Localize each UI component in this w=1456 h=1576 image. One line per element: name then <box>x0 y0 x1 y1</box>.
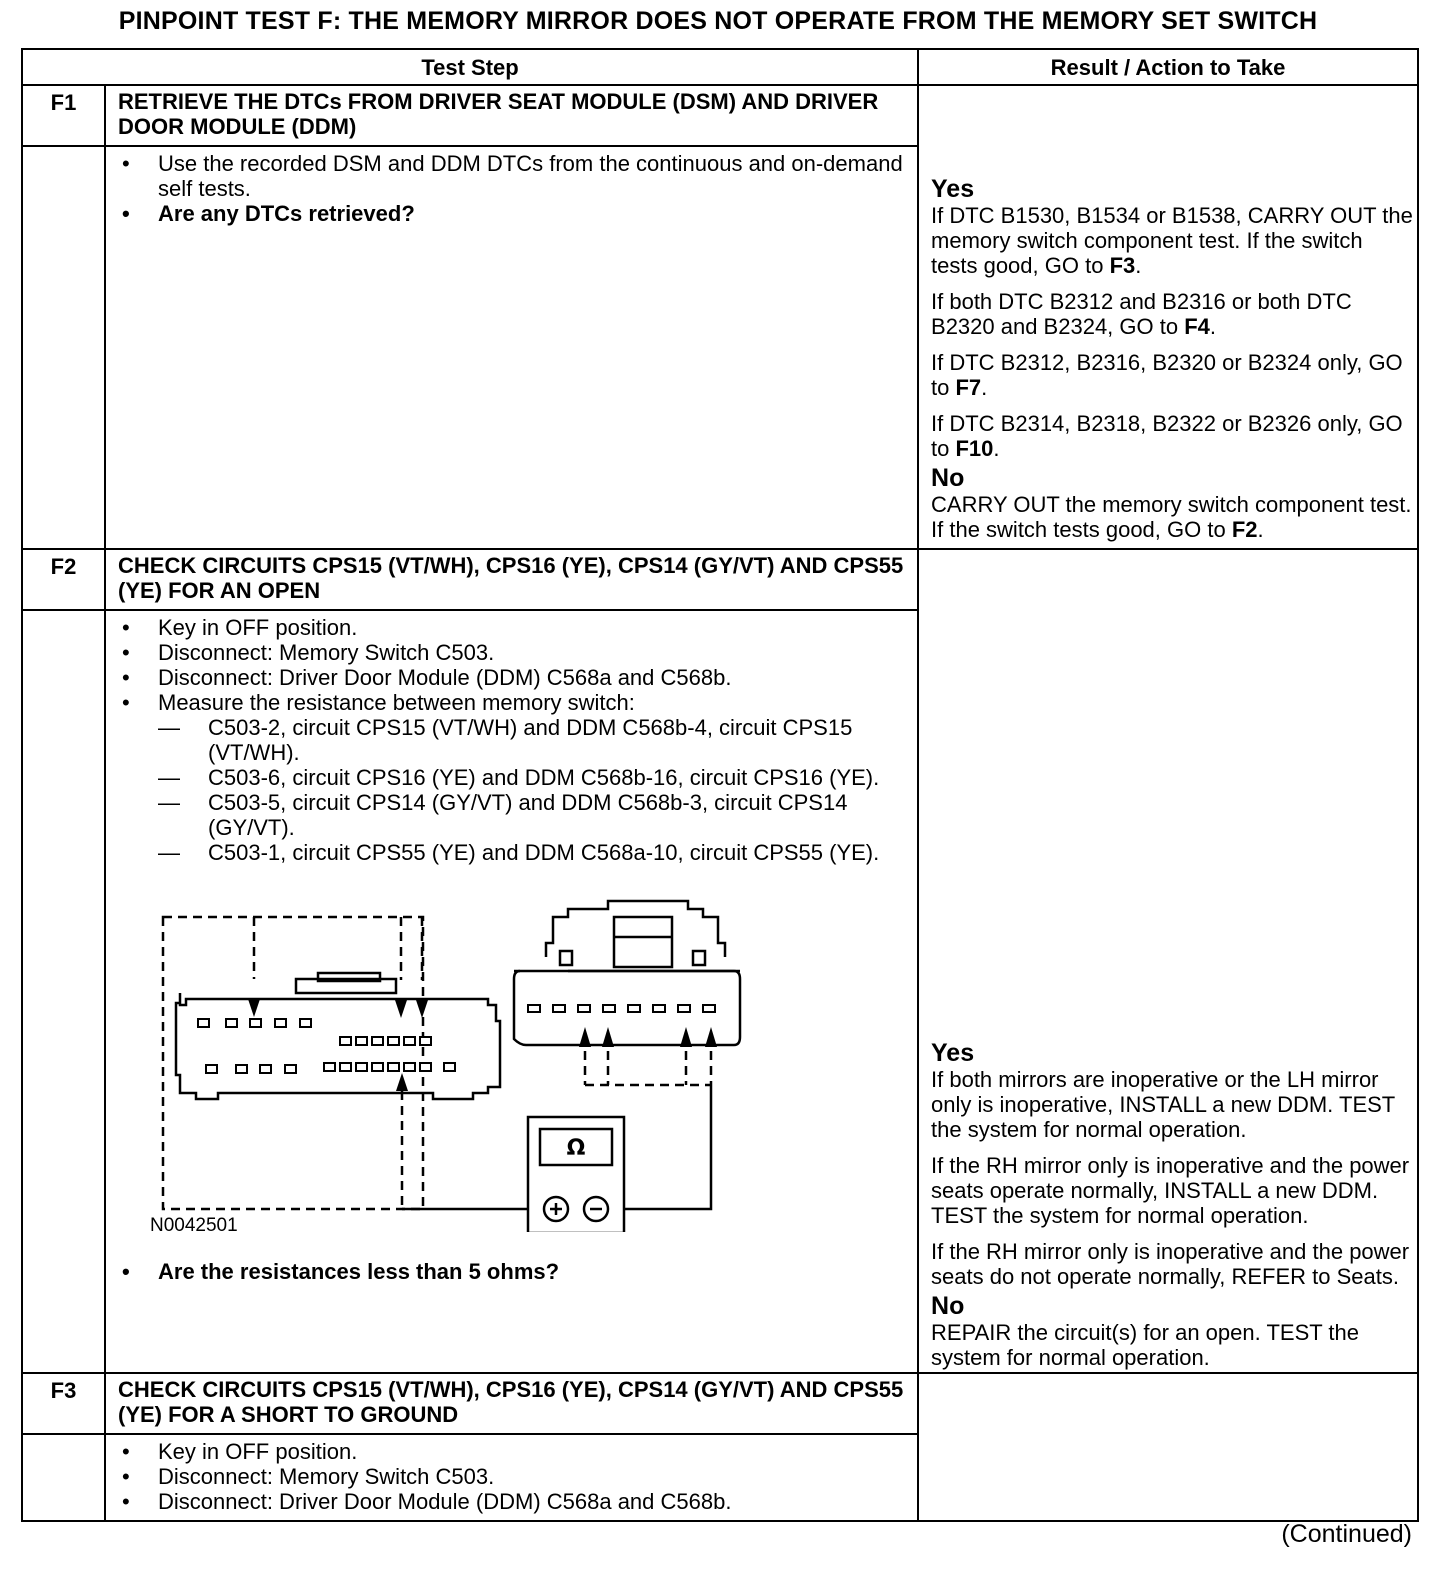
f1-yes-label: Yes <box>931 175 975 203</box>
f2-question: • Are the resistances less than 5 ohms? <box>118 1259 905 1284</box>
step-title-f1: RETRIEVE THE DTCs FROM DRIVER SEAT MODULE (DSM) AND DRIVER DOOR MODULE (DDM) <box>105 85 918 146</box>
f2-yes-paragraph: If both mirrors are inoperative or the LH mirror only is inoperative, INSTALL a new DDM. TEST the system for normal operation. <box>931 1067 1395 1142</box>
pinpoint-test-table <box>21 48 1419 1522</box>
step-title-row-f3 <box>22 1373 1418 1434</box>
step-title-f2: CHECK CIRCUITS CPS15 (VT/WH), CPS16 (YE), CPS14 (GY/VT) AND CPS55 (YE) FOR AN OPEN <box>105 549 918 610</box>
result-header: Result / Action to Take <box>918 49 1418 85</box>
step-body-f1 <box>105 146 918 549</box>
step-id-f1: F1 <box>22 85 105 146</box>
f2-bullet: • Measure the resistance between memory switch: <box>118 690 905 715</box>
f1-no-paragraph: CARRY OUT the memory switch component test. If the switch tests good, GO to F2. <box>931 492 1412 542</box>
f3-bullet: • Disconnect: Driver Door Module (DDM) C568a and C568b. <box>118 1489 905 1514</box>
connector-diagram <box>128 887 788 1237</box>
table-header-row <box>22 49 1418 85</box>
f2-dash-item: — C503-5, circuit CPS14 (GY/VT) and DDM C568b-3, circuit CPS14 (GY/VT). <box>118 790 905 840</box>
result-cell-f2 <box>918 549 1418 1373</box>
f1-yes-paragraph: If DTC B1530, B1534 or B1538, CARRY OUT the memory switch component test. If the switch tests good, GO to F3. <box>931 203 1413 278</box>
f2-bullet: • Disconnect: Memory Switch C503. <box>118 640 905 665</box>
step-body-f2 <box>105 610 918 1373</box>
step-title-f3: CHECK CIRCUITS CPS15 (VT/WH), CPS16 (YE), CPS14 (GY/VT) AND CPS55 (YE) FOR A SHORT TO GROUND <box>105 1373 918 1434</box>
f2-yes-paragraph: If the RH mirror only is inoperative and the power seats do not operate normally, REFER to Seats. <box>931 1239 1410 1289</box>
test-step-header: Test Step <box>22 49 918 85</box>
f1-no-label: No <box>931 464 965 492</box>
f2-no-label: No <box>931 1292 965 1320</box>
ohm-symbol: Ω <box>566 1136 586 1161</box>
f2-dash-item: — C503-1, circuit CPS55 (YE) and DDM C568a-10, circuit CPS55 (YE). <box>118 840 905 865</box>
f2-yes-label: Yes <box>931 1039 975 1067</box>
f2-dash-item: — C503-6, circuit CPS16 (YE) and DDM C568b-16, circuit CPS16 (YE). <box>118 765 905 790</box>
step-title-row-f2 <box>22 549 1418 610</box>
result-cell-f1 <box>918 85 1418 549</box>
f2-no-paragraph: REPAIR the circuit(s) for an open. TEST the system for normal operation. <box>931 1320 1359 1370</box>
f1-yes-paragraph: If both DTC B2312 and B2316 or both DTC B2320 and B2324, GO to F4. <box>931 289 1352 339</box>
continued-note: (Continued) <box>1281 1520 1412 1548</box>
f2-bullet: • Disconnect: Driver Door Module (DDM) C568a and C568b. <box>118 665 905 690</box>
step-body-f3 <box>105 1434 918 1521</box>
f2-dash-item: — C503-2, circuit CPS15 (VT/WH) and DDM C568b-4, circuit CPS15 (VT/WH). <box>118 715 905 765</box>
f1-yes-paragraph: If DTC B2314, B2318, B2322 or B2326 only, GO to F10. <box>931 411 1403 461</box>
step-id-f3: F3 <box>22 1373 105 1434</box>
f1-yes-paragraph: If DTC B2312, B2316, B2320 or B2324 only, GO to F7. <box>931 350 1403 400</box>
step-title-row-f1 <box>22 85 1418 146</box>
page-title: PINPOINT TEST F: THE MEMORY MIRROR DOES NOT OPERATE FROM THE MEMORY SET SWITCH <box>118 7 1318 35</box>
f1-question: • Are any DTCs retrieved? <box>118 201 905 226</box>
figure-code: N0042501 <box>150 1215 238 1236</box>
f3-bullet: • Disconnect: Memory Switch C503. <box>118 1464 905 1489</box>
result-cell-f3 <box>918 1373 1418 1521</box>
f2-yes-paragraph: If the RH mirror only is inoperative and the power seats operate normally, INSTALL a new DDM. TEST the system for normal operation. <box>931 1153 1410 1228</box>
f3-bullet: • Key in OFF position. <box>118 1439 905 1464</box>
ohmmeter <box>528 1117 624 1232</box>
step-id-f2: F2 <box>22 549 105 610</box>
connector-diagram-svg <box>128 887 788 1232</box>
f2-bullet: • Key in OFF position. <box>118 615 905 640</box>
f1-bullet: • Use the recorded DSM and DDM DTCs from the continuous and on-demand self tests. <box>118 151 905 201</box>
